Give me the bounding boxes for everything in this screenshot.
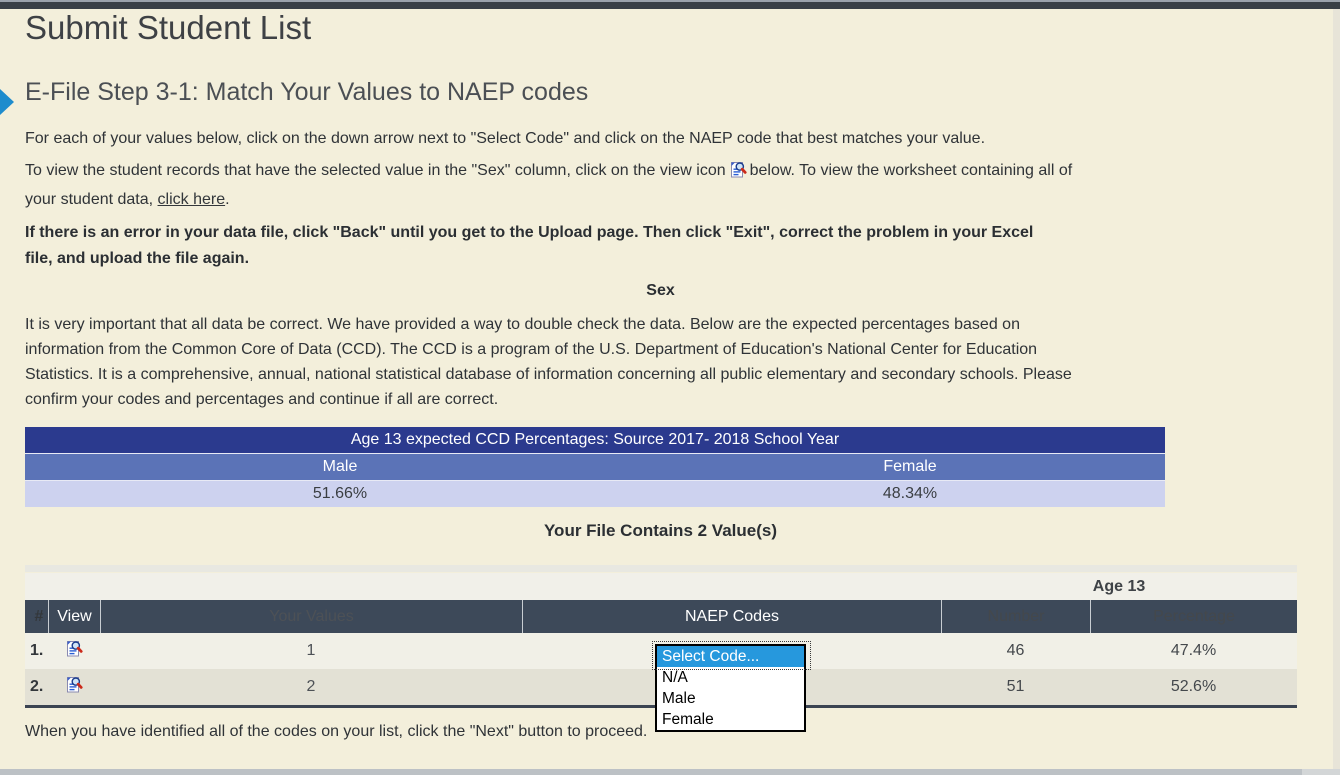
page-title: Submit Student List xyxy=(25,9,312,46)
ccd-male-percentage: 51.66% xyxy=(312,485,368,502)
ccd-description-paragraph xyxy=(25,312,1296,412)
column-header-view: View xyxy=(48,600,100,633)
footer-instruction: When you have identified all of the codes on your list, click the "Next" button to proceed. xyxy=(25,723,648,740)
row2-percentage: 52.6% xyxy=(1170,678,1217,695)
warning-line2: file, and upload the file again. xyxy=(25,250,250,267)
file-values-heading: Your File Contains 2 Value(s) xyxy=(543,521,777,540)
error-warning-text xyxy=(25,220,1296,272)
right-scrollbar-track[interactable] xyxy=(1333,9,1340,769)
view-record-icon[interactable] xyxy=(65,676,83,699)
para2-before-icon: To view the student records that have the selected value in the "Sex" column, click on the view icon xyxy=(25,162,726,179)
instructions-paragraph-1 xyxy=(25,126,1296,151)
naep-code-dropdown-open[interactable] xyxy=(655,644,806,732)
view-record-icon xyxy=(729,161,747,187)
ccd-values-row xyxy=(25,480,1165,507)
column-header-number: Number xyxy=(941,600,1090,633)
dropdown-option-na[interactable]: N/A xyxy=(662,669,688,686)
column-header-naep-codes: NAEP Codes xyxy=(522,600,941,633)
instructions-paragraph-2 xyxy=(25,158,1296,212)
instructions-paragraph-1-text: For each of your values below, click on the down arrow next to "Select Code" and click on the NAEP code that best matches your value. xyxy=(25,130,986,147)
row1-your-value: 1 xyxy=(306,642,316,659)
ccd-column-female: Female xyxy=(883,458,937,475)
table-header-row xyxy=(25,600,1297,633)
column-header-number-sign: # xyxy=(34,608,44,625)
para2-line2: your student data, xyxy=(25,191,158,208)
ccd-female-percentage: 48.34% xyxy=(882,485,938,502)
ccd-para-line1: It is very important that all data be correct. We have provided a way to double check the data. Below are the expected percentages based on xyxy=(25,316,1020,333)
column-header-your-values: Your Values xyxy=(100,600,522,633)
warning-line1: If there is an error in your data file, click "Back" until you get to the Upload page. Then click "Exit", correct the problem in your Excel xyxy=(25,224,1034,241)
para2-line2-period: . xyxy=(225,191,230,208)
click-here-link[interactable]: click here xyxy=(157,191,226,208)
table-top-strip xyxy=(25,565,1297,572)
row1-percentage: 47.4% xyxy=(1170,642,1217,659)
row1-index: 1. xyxy=(30,642,44,659)
dropdown-option-select-code[interactable]: Select Code... xyxy=(657,646,804,667)
row2-your-value: 2 xyxy=(306,678,316,695)
ccd-para-line2: information from the Common Core of Data (CCD). The CCD is a program of the U.S. Department of Education's National Center for Education xyxy=(25,341,1038,358)
dropdown-option-female[interactable]: Female xyxy=(662,711,714,728)
column-header-percentage: Percentage xyxy=(1090,600,1297,633)
para2-after-icon: below. To view the worksheet containing all of xyxy=(749,162,1073,179)
age-group-header: Age 13 xyxy=(1092,578,1146,595)
step-heading: E-File Step 3-1: Match Your Values to NAEP codes xyxy=(25,78,589,106)
ccd-para-line3: Statistics. It is a comprehensive, annual, national statistical database of information concerning all public elementary and secondary schools. Please xyxy=(25,366,1072,383)
ccd-para-line4: confirm your codes and percentages and continue if all are correct. xyxy=(25,391,499,408)
ccd-table-title: Age 13 expected CCD Percentages: Source 2017- 2018 School Year xyxy=(25,427,1165,453)
view-record-icon[interactable] xyxy=(65,640,83,663)
section-heading-sex: Sex xyxy=(646,282,675,299)
row2-number: 51 xyxy=(1006,678,1025,695)
row1-number: 46 xyxy=(1006,642,1025,659)
ccd-percentages-table xyxy=(25,427,1165,507)
row2-index: 2. xyxy=(30,678,44,695)
age-group-header-row xyxy=(25,573,1297,600)
horizontal-scrollbar-thumb[interactable] xyxy=(0,769,1302,775)
ccd-column-header-row xyxy=(25,453,1165,480)
dropdown-option-male[interactable]: Male xyxy=(662,690,696,707)
horizontal-scrollbar-track[interactable] xyxy=(0,769,1340,775)
step-pointer-arrow-icon xyxy=(0,89,14,115)
ccd-column-male: Male xyxy=(322,458,358,475)
